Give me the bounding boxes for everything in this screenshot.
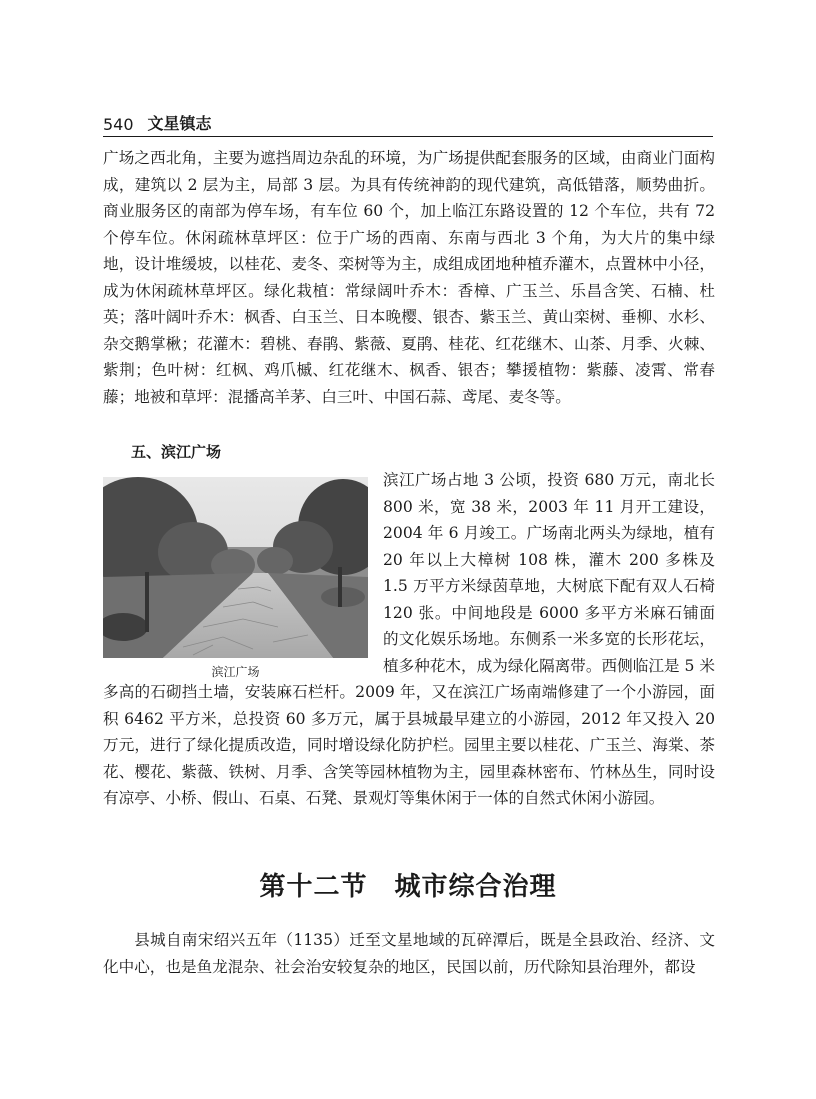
paragraph-governance: 县城自南宋绍兴五年（1135）迁至文星地域的瓦碎潭后，既是全县政治、经济、文化中心，也是鱼龙混杂、社会治安较复杂的地区，民国以前，历代除知县治理外，都设: [103, 931, 715, 976]
paragraph-plaza-greening: 广场之西北角，主要为遮挡周边杂乱的环境，为广场提供配套服务的区域，由商业门面构成，建筑以 2 层为主，局部 3 层。为具有传统神韵的现代建筑，高低错落，顺势曲折。商业服务区的南部为停车场，有车位 60 个，加上临江东路设置的 12 个车位，共有 72 个停车位。休闲疏林草坪区：位于广场的西南、东南与西北 3 个角，为大片的集中绿地，设计堆缓坡，以桂花、麦冬、栾树等为主，成组成团地种植乔灌木，点置林中小径，成为休闲疏林草坪区。绿化栽植：常绿阔叶乔木：香樟、广玉兰、乐昌含笑、石楠、杜英；落叶阔叶乔木：枫香、白玉兰、日本晚樱、银杏、紫玉兰、黄山栾树、垂柳、水杉、杂交鹅掌楸；花灌木：碧桃、春鹃、紫薇、夏鹃、桂花、红花继木、山茶、月季、火棘、紫荆；色叶树：红枫、鸡爪槭、红花继木、枫香、银杏；攀援植物：紫藤、凌霄、常春藤；地被和草坪：混播高羊茅、白三叶、中国石蒜、鸢尾、麦冬等。: [103, 149, 715, 406]
chapter-title: 第十二节 城市综合治理: [259, 872, 557, 902]
page-header: [103, 113, 713, 137]
photo-float-spacer: [103, 467, 383, 679]
photo-caption: 滨江广场: [211, 665, 260, 679]
page-number: 540: [103, 115, 134, 134]
book-title: 文星镇志: [147, 114, 212, 133]
paragraph-binjiang-text: 滨江广场占地 3 公顷，投资 680 万元，南北长 800 米，宽 38 米，2003 年 11 月开工建设，2004 年 6 月竣工。广场南北两头为绿地，植有 20 年以上大樟树 108 株，灌木 200 多株及 1.5 万平方米绿茵草地，大树底下配有双人石椅 120 张。中间地段是 6000 多平方米麻石铺面的文化娱乐场地。东侧系一米多宽的长形花坛，植多种花木，成为绿化隔离带。西侧临江是 5 米多高的石砌挡土墙，安装麻石栏杆。2009 年，又在滨江广场南端修建了一个小游园，面积 6462 平方米，总投资 60 多万元，属于县城最早建立的小游园，2012 年又投入 20 万元，进行了绿化提质改造，同时增设绿化防护栏。园里主要以桂花、广玉兰、海棠、茶花、樱花、紫薇、铁树、月季、含笑等园林植物为主，园里森林密布、竹林丛生，同时设有凉亭、小桥、假山、石桌、石凳、景观灯等集休闲于一体的自然式休闲小游园。: [103, 471, 715, 807]
paragraph-binjiang-plaza: [103, 467, 715, 837]
section-heading-binjiang-plaza: 五、滨江广场: [131, 443, 222, 461]
